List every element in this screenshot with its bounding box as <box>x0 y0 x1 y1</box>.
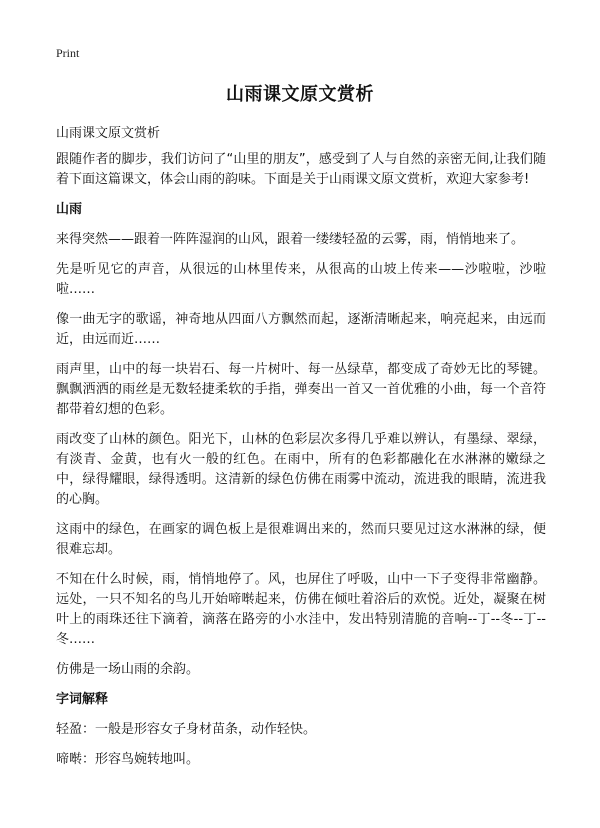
body-paragraph: 不知在什么时候，雨，悄悄地停了。风，也屏住了呼吸，山中一下子变得非常幽静。远处，一只不知名的鸟儿开始啼啭起来，仿佛在倾吐着浴后的欢悦。近处，凝聚在树叶上的雨珠还往下滴着，滴落在路旁的小水洼中，发出特别清脆的音响--丁--冬--丁--冬…… <box>56 572 546 647</box>
page-title: 山雨课文原文赏析 <box>226 84 374 105</box>
definition-item: 啼啭：形容鸟婉转地叫。 <box>56 752 200 767</box>
body-paragraph: 这雨中的绿色，在画家的调色板上是很难调出来的，然而只要见过这水淋淋的绿，便很难忘却。 <box>56 522 546 557</box>
section-heading-vocab: 字词解释 <box>56 692 109 707</box>
section-heading-shanyu: 山雨 <box>56 202 83 217</box>
body-paragraph: 像一曲无字的歌谣，神奇地从四面八方飘然而起，逐渐清晰起来，响亮起来，由远而近，由远而近…… <box>56 312 546 347</box>
body-paragraph: 先是听见它的声音，从很远的山林里传来，从很高的山坡上传来——沙啦啦，沙啦啦…… <box>56 262 546 297</box>
body-paragraph: 仿佛是一场山雨的余韵。 <box>56 662 200 677</box>
definition-item: 轻盈：一般是形容女子身材苗条，动作轻快。 <box>56 722 317 737</box>
intro-paragraph: 跟随作者的脚步，我们访问了“山里的朋友”，感受到了人与自然的亲密无间,让我们随着下面这篇课文，体会山雨的韵味。下面是关于山雨课文原文赏析，欢迎大家参考! <box>56 152 546 187</box>
body-paragraph: 雨声里，山中的每一块岩石、每一片树叶、每一丛绿草，都变成了奇妙无比的琴键。飘飘洒洒的雨丝是无数轻捷柔软的手指，弹奏出一首又一首优雅的小曲，每一个音符都带着幻想的色彩。 <box>56 362 546 417</box>
body-paragraph: 来得突然——跟着一阵阵湿润的山风，跟着一缕缕轻盈的云雾，雨，悄悄地来了。 <box>56 232 525 247</box>
article-body <box>56 150 546 780</box>
body-paragraph: 雨改变了山林的颜色。阳光下，山林的色彩层次多得几乎难以辨认，有墨绿、翠绿，有淡青、金黄，也有火一般的红色。在雨中，所有的色彩都融化在水淋淋的嫩绿之中，绿得耀眼，绿得透明。这清新的绿色仿佛在雨雾中流动，流进我的眼睛，流进我的心胸。 <box>56 432 546 507</box>
article-subtitle: 山雨课文原文赏析 <box>56 126 161 141</box>
print-link[interactable]: Print <box>56 46 80 60</box>
